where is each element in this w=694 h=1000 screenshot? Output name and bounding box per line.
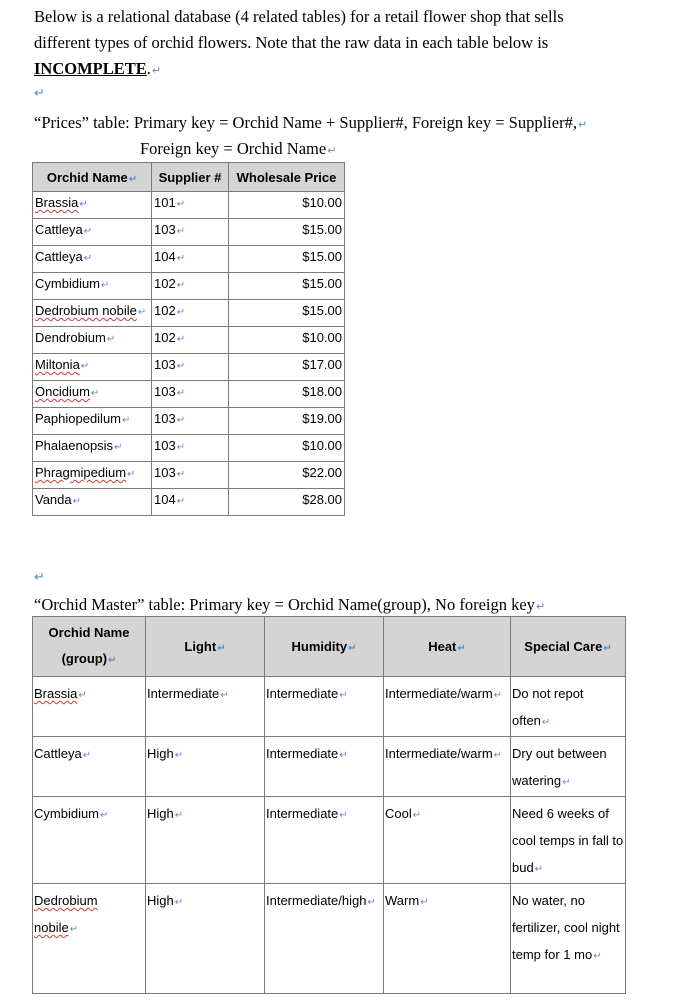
table-row xyxy=(33,300,345,327)
paragraph-mark-icon: ↵ xyxy=(493,690,503,701)
paragraph-mark-icon: ↵ xyxy=(493,750,503,761)
orchid-name: Phalaenopsis xyxy=(35,438,114,453)
wholesale-price: $15.00 xyxy=(302,303,342,318)
header-light: Light↵ xyxy=(146,617,265,677)
paragraph-mark-icon: ↵ xyxy=(577,118,588,131)
paragraph-mark-icon: ↵ xyxy=(220,690,229,701)
wholesale-price-cell xyxy=(229,489,345,516)
orchid-name: Paphiopedilum xyxy=(35,411,122,426)
paragraph-mark-icon: ↵ xyxy=(80,361,90,372)
light-value: High xyxy=(147,893,174,908)
orchid-name: Cymbidium xyxy=(35,276,101,291)
paragraph-mark-icon: ↵ xyxy=(34,86,45,101)
wholesale-price: $22.00 xyxy=(302,465,342,480)
paragraph-mark-icon: ↵ xyxy=(122,415,131,426)
wholesale-price: $10.00 xyxy=(302,438,342,453)
wholesale-price-cell xyxy=(229,435,345,462)
orchid-name: Dedrobium nobile xyxy=(35,303,137,318)
orchid-name: Cattleya xyxy=(35,249,83,264)
paragraph-mark-icon: ↵ xyxy=(83,253,93,264)
humidity-cell xyxy=(265,737,384,797)
paragraph-mark-icon: ↵ xyxy=(79,199,88,210)
header-supplier: Supplier # xyxy=(152,163,229,192)
light-value: Intermediate xyxy=(147,686,220,701)
paragraph-mark-icon: ↵ xyxy=(174,750,184,761)
paragraph-mark-icon: ↵ xyxy=(367,897,376,908)
paragraph-mark-icon: ↵ xyxy=(176,361,186,372)
orchid-name-cell xyxy=(33,219,152,246)
humidity-value: Intermediate xyxy=(266,686,339,701)
paragraph-mark-icon: ↵ xyxy=(176,199,186,210)
paragraph-mark-icon: ↵ xyxy=(339,690,348,701)
paragraph-mark-icon: ↵ xyxy=(176,226,186,237)
master-header-row xyxy=(33,617,626,677)
orchid-name-cell xyxy=(33,462,152,489)
orchid-name-cell xyxy=(33,489,152,516)
paragraph-mark-icon: ↵ xyxy=(176,334,186,345)
paragraph-mark-icon: ↵ xyxy=(420,897,429,908)
heat-value: Cool xyxy=(385,806,412,821)
wholesale-price-cell xyxy=(229,246,345,273)
heat-cell xyxy=(384,677,511,737)
paragraph-mark-icon: ↵ xyxy=(174,810,184,821)
orchid-name-cell xyxy=(33,300,152,327)
paragraph-mark-icon: ↵ xyxy=(106,334,116,345)
paragraph-mark-icon: ↵ xyxy=(174,897,184,908)
paragraph-mark-icon: ↵ xyxy=(82,750,92,761)
supplier-cell xyxy=(152,462,229,489)
table-row xyxy=(33,462,345,489)
light-cell xyxy=(146,737,265,797)
heat-value: Intermediate/warm xyxy=(385,686,493,701)
table-row xyxy=(33,246,345,273)
table-row xyxy=(33,435,345,462)
orchid-group-cell xyxy=(33,797,146,884)
intro-line-3: INCOMPLETE.↵ xyxy=(34,59,162,78)
humidity-cell xyxy=(265,797,384,884)
table-row xyxy=(33,354,345,381)
supplier-cell xyxy=(152,327,229,354)
header-heat: Heat↵ xyxy=(384,617,511,677)
intro-line-1: Below is a relational database (4 related tables) for a retail flower shop that sells xyxy=(34,7,564,26)
supplier-number: 103 xyxy=(154,411,176,426)
incomplete-emphasis: INCOMPLETE xyxy=(34,59,147,78)
table-row xyxy=(33,737,626,797)
paragraph-mark-icon: ↵ xyxy=(176,469,186,480)
paragraph-mark-icon: ↵ xyxy=(100,810,109,821)
prices-header-row xyxy=(33,163,345,192)
wholesale-price: $19.00 xyxy=(302,411,342,426)
orchid-name-cell xyxy=(33,273,152,300)
wholesale-price: $18.00 xyxy=(302,384,342,399)
orchid-group-cell xyxy=(33,737,146,797)
paragraph-mark-icon: ↵ xyxy=(593,951,602,962)
paragraph-mark-icon: ↵ xyxy=(327,144,337,157)
paragraph-mark-icon: ↵ xyxy=(541,717,551,728)
wholesale-price: $10.00 xyxy=(302,330,342,345)
special-care-cell xyxy=(511,884,626,994)
table-row xyxy=(33,677,626,737)
wholesale-price-cell xyxy=(229,327,345,354)
table-row xyxy=(33,884,626,994)
heat-cell xyxy=(384,737,511,797)
name-value: Cattleya xyxy=(34,746,82,761)
paragraph-mark-icon: ↵ xyxy=(176,496,186,507)
supplier-number: 102 xyxy=(154,330,176,345)
light-cell xyxy=(146,884,265,994)
paragraph-mark-icon: ↵ xyxy=(339,750,348,761)
paragraph-mark-icon: ↵ xyxy=(127,469,136,480)
wholesale-price-cell xyxy=(229,408,345,435)
paragraph-mark-icon: ↵ xyxy=(78,690,87,701)
supplier-number: 101 xyxy=(154,195,176,210)
special-care-cell xyxy=(511,677,626,737)
supplier-number: 103 xyxy=(154,357,176,372)
wholesale-price: $15.00 xyxy=(302,276,342,291)
orchid-name-cell xyxy=(33,192,152,219)
table-row xyxy=(33,192,345,219)
orchid-master-table xyxy=(32,616,626,994)
table-row xyxy=(33,327,345,354)
paragraph-mark-icon: ↵ xyxy=(535,600,546,613)
supplier-cell xyxy=(152,273,229,300)
light-cell xyxy=(146,677,265,737)
supplier-cell xyxy=(152,489,229,516)
supplier-number: 102 xyxy=(154,276,176,291)
supplier-number: 104 xyxy=(154,249,176,264)
supplier-number: 104 xyxy=(154,492,176,507)
paragraph-mark-icon: ↵ xyxy=(90,388,100,399)
header-humidity: Humidity↵ xyxy=(265,617,384,677)
table-row xyxy=(33,489,345,516)
supplier-cell xyxy=(152,408,229,435)
orchid-name-cell xyxy=(33,246,152,273)
wholesale-price-cell xyxy=(229,462,345,489)
orchid-name: Cattleya xyxy=(35,222,83,237)
light-value: High xyxy=(147,746,174,761)
wholesale-price-cell xyxy=(229,300,345,327)
supplier-number: 102 xyxy=(154,303,176,318)
paragraph-mark-icon: ↵ xyxy=(83,226,93,237)
orchid-name: Miltonia xyxy=(35,357,80,372)
table-row xyxy=(33,381,345,408)
heat-cell xyxy=(384,797,511,884)
orchid-name: Oncidium xyxy=(35,384,90,399)
paragraph-mark-icon: ↵ xyxy=(137,307,147,318)
supplier-cell xyxy=(152,435,229,462)
heat-value: Intermediate/warm xyxy=(385,746,493,761)
paragraph-mark-icon: ↵ xyxy=(176,307,186,318)
care-value: Do not repot often xyxy=(512,686,584,728)
paragraph-mark-icon: ↵ xyxy=(176,280,186,291)
supplier-cell xyxy=(152,219,229,246)
header-special-care: Special Care↵ xyxy=(511,617,626,677)
orchid-group-cell xyxy=(33,884,146,994)
supplier-number: 103 xyxy=(154,384,176,399)
header-wholesale-price: Wholesale Price xyxy=(229,163,345,192)
humidity-cell xyxy=(265,884,384,994)
humidity-value: Intermediate xyxy=(266,746,339,761)
heat-value: Warm xyxy=(385,893,420,908)
supplier-cell xyxy=(152,354,229,381)
name-value: Dedrobium nobile xyxy=(34,893,98,935)
prices-caption-line-1: “Prices” table: Primary key = Orchid Name + Supplier#, Foreign key = Supplier#,↵ xyxy=(34,113,588,132)
wholesale-price-cell xyxy=(229,273,345,300)
humidity-cell xyxy=(265,677,384,737)
prices-caption-line-2: Foreign key = Orchid Name↵ xyxy=(140,139,337,158)
paragraph-mark-icon: ↵ xyxy=(176,253,186,264)
supplier-number: 103 xyxy=(154,222,176,237)
paragraph-mark-icon: ↵ xyxy=(114,442,123,453)
paragraph-mark-icon: ↵ xyxy=(176,442,186,453)
special-care-cell xyxy=(511,737,626,797)
light-cell xyxy=(146,797,265,884)
care-value: Dry out between watering xyxy=(512,746,607,788)
table-row xyxy=(33,797,626,884)
master-body xyxy=(33,677,626,994)
care-value: No water, no fertilizer, cool night temp for 1 mo xyxy=(512,893,620,962)
paragraph-mark-icon: ↵ xyxy=(151,64,162,77)
paragraph-mark-icon: ↵ xyxy=(176,388,186,399)
table-row xyxy=(33,273,345,300)
prices-table xyxy=(32,162,345,516)
supplier-cell xyxy=(152,192,229,219)
supplier-cell xyxy=(152,381,229,408)
wholesale-price: $10.00 xyxy=(302,195,342,210)
paragraph-mark-icon: ↵ xyxy=(72,496,82,507)
orchid-name-cell xyxy=(33,354,152,381)
paragraph-mark-icon: ↵ xyxy=(534,864,544,875)
wholesale-price: $28.00 xyxy=(302,492,342,507)
intro-line-2: different types of orchid flowers. Note that the raw data in each table below is xyxy=(34,33,549,52)
name-value: Brassia xyxy=(34,686,78,701)
orchid-name-cell xyxy=(33,435,152,462)
paragraph-mark-icon: ↵ xyxy=(34,570,45,585)
wholesale-price: $15.00 xyxy=(302,249,342,264)
master-caption: “Orchid Master” table: Primary key = Orchid Name(group), No foreign key↵ xyxy=(34,595,546,614)
wholesale-price: $17.00 xyxy=(302,357,342,372)
supplier-cell xyxy=(152,300,229,327)
table-row xyxy=(33,408,345,435)
paragraph-mark-icon: ↵ xyxy=(562,777,571,788)
wholesale-price-cell xyxy=(229,192,345,219)
orchid-name: Vanda xyxy=(35,492,72,507)
orchid-name-cell xyxy=(33,327,152,354)
supplier-number: 103 xyxy=(154,465,176,480)
paragraph-mark-icon: ↵ xyxy=(339,810,348,821)
paragraph-mark-icon: ↵ xyxy=(412,810,422,821)
prices-body xyxy=(33,192,345,516)
header-orchid-name-group: Orchid Name (group)↵ xyxy=(33,617,146,677)
orchid-name: Phragmipedium xyxy=(35,465,127,480)
light-value: High xyxy=(147,806,174,821)
humidity-value: Intermediate/high xyxy=(266,893,367,908)
orchid-name: Dendrobium xyxy=(35,330,106,345)
wholesale-price: $15.00 xyxy=(302,222,342,237)
care-value: Need 6 weeks of cool temps in fall to bud xyxy=(512,806,624,875)
heat-cell xyxy=(384,884,511,994)
wholesale-price-cell xyxy=(229,219,345,246)
orchid-group-cell xyxy=(33,677,146,737)
wholesale-price-cell xyxy=(229,354,345,381)
supplier-cell xyxy=(152,246,229,273)
orchid-name-cell xyxy=(33,381,152,408)
special-care-cell xyxy=(511,797,626,884)
paragraph-mark-icon: ↵ xyxy=(176,415,186,426)
header-orchid-name: Orchid Name↵ xyxy=(33,163,152,192)
paragraph-mark-icon: ↵ xyxy=(101,280,110,291)
humidity-value: Intermediate xyxy=(266,806,339,821)
wholesale-price-cell xyxy=(229,381,345,408)
orchid-name-cell xyxy=(33,408,152,435)
supplier-number: 103 xyxy=(154,438,176,453)
orchid-name: Brassia xyxy=(35,195,79,210)
name-value: Cymbidium xyxy=(34,806,100,821)
paragraph-mark-icon: ↵ xyxy=(69,924,79,935)
table-row xyxy=(33,219,345,246)
